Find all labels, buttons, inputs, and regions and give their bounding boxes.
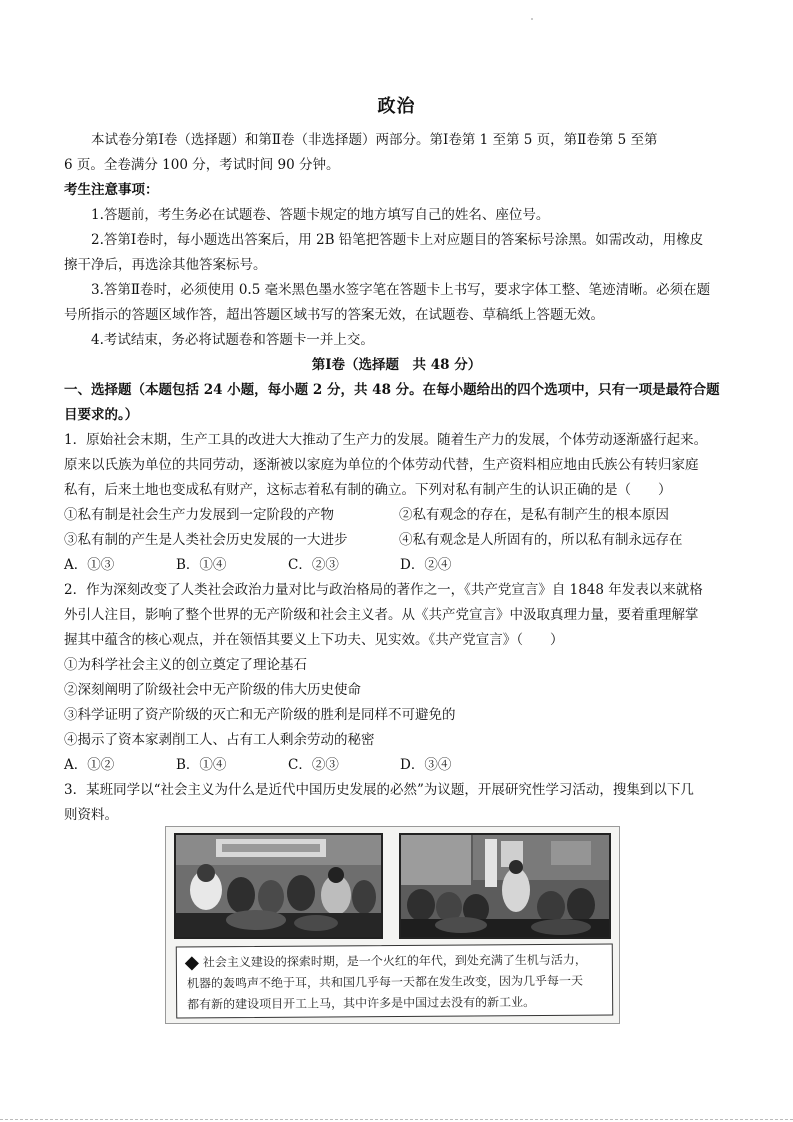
page-title: 政治 [377, 96, 416, 117]
q1-stem-line-1: 1．原始社会末期，生产工具的改进大大推动了生产力的发展。随着生产力的发展，个体劳动逐渐盛行起来。 [64, 432, 708, 448]
q2-stem-line-2: 外引人注目，影响了整个世界的无产阶级和社会主义者。从《共产党宣言》中汲取真理力量，要着重理解掌 [64, 607, 699, 623]
notice-heading: 考生注意事项： [64, 182, 159, 198]
q3-stem-line-1: 3．某班同学以“社会主义为什么是近代中国历史发展的必然”为议题，开展研究性学习活动，搜集到以下几 [64, 782, 694, 798]
q2-option-b[interactable]: B．①④ [176, 757, 227, 773]
historical-photo-crowd [174, 833, 383, 939]
historical-photo-ceremony [399, 833, 611, 939]
notice-item-4: 4.考试结束，务必将试题卷和答题卡一并上交。 [91, 332, 374, 348]
q2-statement-3: ③科学证明了资产阶级的灭亡和无产阶级的胜利是同样不可避免的 [64, 707, 456, 723]
q1-statement-3: ③私有制的产生是人类社会历史发展的一大进步 [64, 532, 348, 548]
q1-option-c[interactable]: C．②③ [288, 557, 339, 573]
diamond-bullet-icon [185, 956, 199, 970]
scan-dot [531, 18, 533, 20]
caption-line-2: 机器的轰鸣声不绝于耳，共和国几乎每一天都在发生改变，因为几乎每一天 [186, 973, 584, 991]
caption-line-1 [187, 950, 604, 974]
intro-line-2: 6 页。全卷满分 100 分，考试时间 90 分钟。 [64, 157, 340, 173]
caption-line-3: 都有新的建设项目开工上马，其中许多是中国过去没有的新工业。 [187, 995, 536, 1012]
section-title: 第Ⅰ卷（选择题 共 48 分） [311, 357, 482, 373]
caption-line-1-text: 社会主义建设的探索时期，是一个火红的年代，到处充满了生机与活力， [202, 952, 587, 970]
intro-line-1: 本试卷分第Ⅰ卷（选择题）和第Ⅱ卷（非选择题）两部分。第Ⅰ卷第 1 至第 5 页，第Ⅱ卷第 5 至第 [91, 132, 658, 148]
page-bottom-rule [0, 1119, 793, 1121]
q1-statement-1: ①私有制是社会生产力发展到一定阶段的产物 [64, 507, 334, 523]
q1-option-d[interactable]: D．②④ [400, 557, 452, 573]
q3-material-figure [165, 826, 620, 1024]
notice-item-2-line-2: 擦干净后，再选涂其他答案标号。 [64, 257, 267, 273]
notice-item-3-line-1: 3.答第Ⅱ卷时，必须使用 0.5 毫米黑色墨水签字笔在答题卡上书写，要求字体工整、笔迹清晰。必须在题 [91, 282, 711, 298]
photo-crowd-illustration [176, 835, 381, 937]
material-caption-box [176, 943, 613, 1018]
q2-option-d[interactable]: D．③④ [400, 757, 452, 773]
q2-stem-line-1: 2．作为深刻改变了人类社会政治力量对比与政治格局的著作之一，《共产党宣言》自 1848 年发表以来就格 [64, 582, 703, 598]
q2-option-c[interactable]: C．②③ [288, 757, 339, 773]
notice-item-3-line-2: 号所指示的答题区域作答，超出答题区域书写的答案无效，在试题卷、草稿纸上答题无效。 [64, 307, 604, 323]
q2-option-a[interactable]: A．①② [64, 757, 115, 773]
q1-option-b[interactable]: B．①④ [176, 557, 227, 573]
part-heading-line-2: 目要求的。） [64, 407, 139, 423]
photo-ceremony-illustration [401, 835, 609, 937]
q1-stem-line-2: 原来以氏族为单位的共同劳动，逐渐被以家庭为单位的个体劳动代替，生产资料相应地由氏族公有转归家庭 [64, 457, 699, 473]
q1-statement-4: ④私有观念是人所固有的，所以私有制永远存在 [399, 532, 683, 548]
q1-option-a[interactable]: A．①③ [64, 557, 115, 573]
notice-item-1: 1.答题前，考生务必在试题卷、答题卡规定的地方填写自己的姓名、座位号。 [91, 207, 550, 223]
q2-stem-line-3: 握其中蕴含的核心观点，并在领悟其要义上下功夫、见实效。《共产党宣言》（ ） [64, 632, 564, 648]
q2-statement-1: ①为科学社会主义的创立奠定了理论基石 [64, 657, 307, 673]
q2-statement-4: ④揭示了资本家剥削工人、占有工人剩余劳动的秘密 [64, 732, 375, 748]
q1-statement-2: ②私有观念的存在，是私有制产生的根本原因 [399, 507, 669, 523]
q1-stem-line-3: 私有，后来土地也变成私有财产，这标志着私有制的确立。下列对私有制产生的认识正确的是（ ） [64, 482, 672, 498]
notice-item-2-line-1: 2.答第Ⅰ卷时，每小题选出答案后，用 2B 铅笔把答题卡上对应题目的答案标号涂黑。如需改动，用橡皮 [91, 232, 704, 248]
part-heading-line-1: 一、选择题（本题包括 24 小题，每小题 2 分，共 48 分。在每小题给出的四个选项中，只有一项是最符合题 [64, 382, 720, 398]
q3-stem-line-2: 则资料。 [64, 807, 118, 823]
q2-statement-2: ②深刻阐明了阶级社会中无产阶级的伟大历史使命 [64, 682, 361, 698]
